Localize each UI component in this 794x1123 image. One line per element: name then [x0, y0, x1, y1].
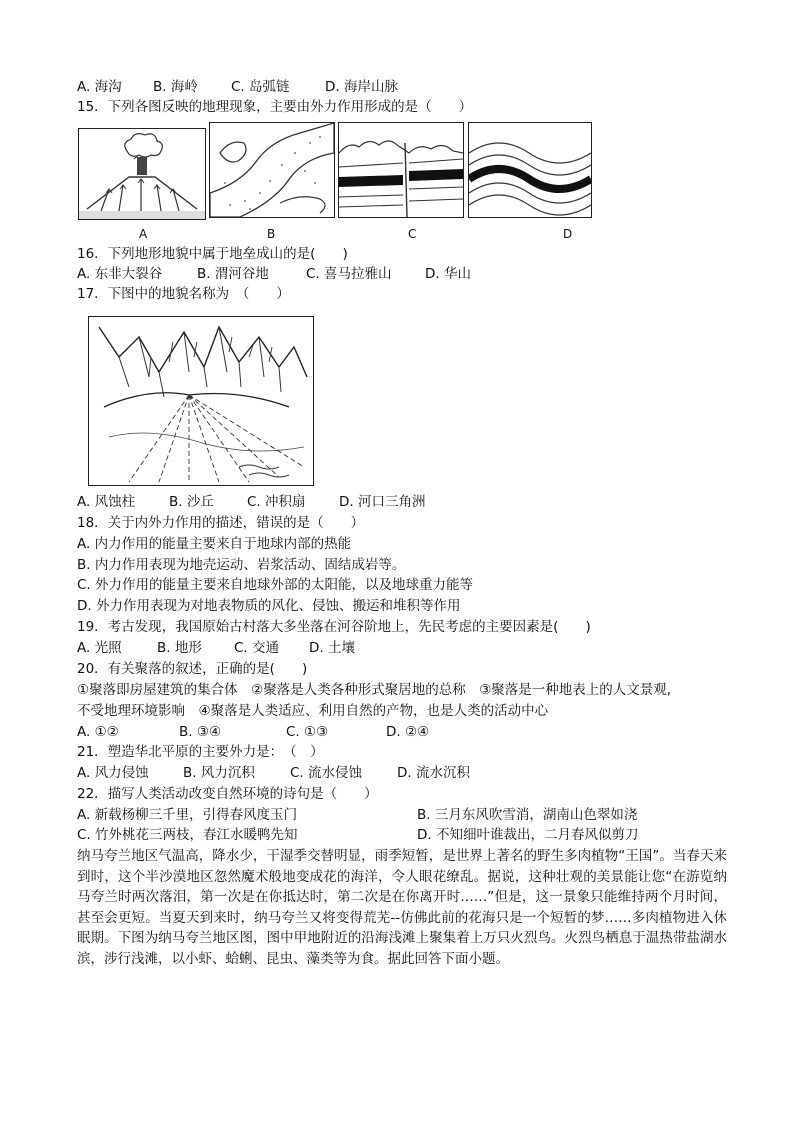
q18-option-b: B. 内力作用表现为地壳运动、岩浆活动、固结成岩等。 — [77, 557, 406, 573]
q15-stem: 15．下列各图反映的地理现象，主要由外力作用形成的是（ ） — [77, 99, 473, 115]
q22-option-b: B. 三月东风吹雪消，湖南山色翠如浇 — [417, 807, 638, 823]
q15-label-b: B — [267, 227, 276, 241]
river-erosion-map-illustration — [210, 123, 334, 217]
q20-statement-line1: ①聚落即房屋建筑的集合体 ②聚落是人类各种形式聚居地的总称 ③聚落是一种地表上的人文景观, — [77, 682, 672, 698]
reading-passage: 纳马夸兰地区气温高，降水少，干湿季交替明显，雨季短暂，是世界上著名的野生多肉植物“王国”。当春天来到时，这个半沙漠地区忽然魔术般地变成花的海洋，令人眼花缭乱。据说，这种壮观的美景能让您“在游览纳马夸兰时两次落泪，第一次是在你抵达时，第二次是在你离开时……”但是，这一景象只能维持两个月时间，甚至会更短。当夏天到来时，纳马夸兰又将变得荒芜--仿佛此前的花海只是一个短暂的梦……多肉植物进入休眠期。下图为纳马夸兰地区图，图中甲地附近的沿海浅滩上聚集着上万只火烈鸟。火烈鸟栖息于温热带盐湖水滨，涉行浅滩，以小虾、蛤蜊、昆虫、藻类等为食。据此回答下面小题。 — [77, 848, 727, 967]
q14-option-c: C. 岛弧链 — [231, 79, 290, 95]
q16-option-b: B. 渭河谷地 — [197, 266, 269, 282]
q15-label-d: D — [563, 227, 573, 241]
q14-option-b: B. 海岭 — [153, 79, 198, 95]
q15-figure-d — [468, 122, 592, 218]
q20-stem: 20．有关聚落的叙述，正确的是( ) — [77, 661, 308, 677]
q15-figure-c — [338, 122, 464, 218]
q19-option-d: D. 土壤 — [309, 640, 355, 656]
q17-option-c: C. 冲积扇 — [247, 494, 306, 510]
q19-option-c: C. 交通 — [234, 640, 280, 656]
q22-stem: 22．描写人类活动改变自然环境的诗句是（ ） — [77, 786, 378, 802]
q16-option-d: D. 华山 — [425, 266, 471, 282]
folded-strata-illustration — [469, 123, 591, 217]
q22-option-a: A. 新载杨柳三千里，引得春风度玉门 — [77, 807, 298, 823]
q20-option-a: A. ①② — [77, 724, 119, 740]
q19-option-b: B. 地形 — [157, 640, 202, 656]
q15-figure-a — [78, 128, 206, 220]
q21-option-a: A. 风力侵蚀 — [77, 765, 149, 781]
q20-statement-line2: 不受地理环境影响 ④聚落是人类适应、利用自然的产物，也是人类的活动中心 — [77, 703, 549, 719]
q14-option-d: D. 海岸山脉 — [325, 79, 398, 95]
q16-option-a: A. 东非大裂谷 — [77, 266, 163, 282]
q16-option-c: C. 喜马拉雅山 — [306, 266, 392, 282]
q22-option-c: C. 竹外桃花三两枝，春江水暖鸭先知 — [77, 827, 298, 843]
q21-option-b: B. 风力沉积 — [183, 765, 255, 781]
q21-option-c: C. 流水侵蚀 — [290, 765, 363, 781]
q18-option-c: C. 外力作用的能量主要来自地球外部的太阳能，以及地球重力能等 — [77, 577, 474, 593]
q17-stem: 17．下图中的地貌名称为 （ ） — [77, 286, 290, 302]
q21-stem: 21．塑造华北平原的主要外力是： （ ） — [77, 744, 324, 760]
fault-strata-illustration — [339, 123, 463, 217]
q20-option-c: C. ①③ — [286, 724, 329, 740]
q16-stem: 16．下列地形地貌中属于地垒成山的是( ) — [77, 246, 348, 262]
q18-option-a: A. 内力作用的能量主要来自于地球内部的热能 — [77, 536, 352, 552]
volcano-eruption-illustration — [79, 129, 205, 219]
q17-option-d: D. 河口三角洲 — [339, 494, 426, 510]
q19-option-a: A. 光照 — [77, 640, 122, 656]
q21-option-d: D. 流水沉积 — [397, 765, 470, 781]
q22-option-d: D. 不知细叶谁裁出，二月春风似剪刀 — [417, 827, 639, 843]
alluvial-fan-illustration — [89, 317, 313, 485]
q19-stem: 19．考古发现，我国原始古村落大多坐落在河谷阶地上，先民考虑的主要因素是( ) — [77, 619, 591, 635]
q20-option-b: B. ③④ — [179, 724, 222, 740]
q18-stem: 18．关于内外力作用的描述，错误的是（ ） — [77, 515, 365, 531]
q15-figure-b — [209, 122, 335, 218]
q17-figure — [88, 316, 314, 486]
q20-option-d: D. ②④ — [386, 724, 430, 740]
q17-option-a: A. 风蚀柱 — [77, 494, 136, 510]
q17-option-b: B. 沙丘 — [169, 494, 214, 510]
q18-option-d: D. 外力作用表现为对地表物质的风化、侵蚀、搬运和堆积等作用 — [77, 598, 461, 614]
q15-label-a: A — [139, 227, 148, 241]
q15-label-c: C — [408, 227, 417, 241]
q14-option-a: A. 海沟 — [77, 79, 122, 95]
